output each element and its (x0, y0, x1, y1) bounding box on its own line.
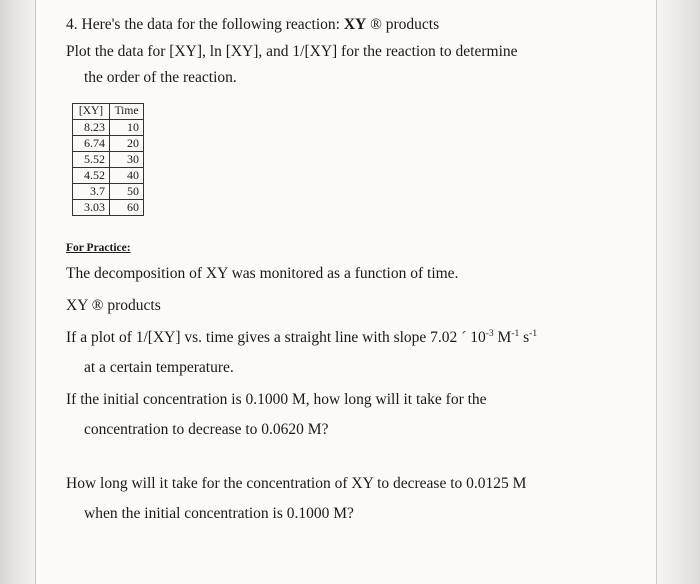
practice-slope-text: If a plot of 1/[XY] vs. time gives a straight line with slope 7.02 (66, 329, 458, 346)
question-number: 4. (66, 16, 78, 33)
practice-question-2-line-1: How long will it take for the concentration of XY to decrease to 0.0125 M (66, 475, 527, 493)
reaction-reactant: XY (343, 16, 367, 33)
reaction-arrow-icon: ® (370, 16, 382, 33)
for-practice-heading: For Practice: (66, 241, 131, 254)
cell-concentration: 3.7 (73, 183, 110, 199)
table-row (73, 119, 144, 135)
practice-temperature-text: at a certain temperature. (84, 359, 234, 377)
instruction-line-1: Plot the data for [XY], ln [XY], and 1/[XY] for the reaction to determine (66, 43, 518, 61)
cell-time: 50 (110, 183, 144, 199)
document-content (66, 14, 636, 526)
document-page (36, 0, 656, 584)
data-table-head (73, 103, 144, 119)
practice-question-2-line-2 (66, 502, 636, 526)
practice-units-molar: M (497, 329, 512, 346)
practice-slope-line (66, 326, 636, 350)
reaction-products: products (385, 16, 440, 33)
table-header-row (73, 103, 144, 119)
practice-line-1: The decomposition of XY was monitored as a function of time. (66, 264, 459, 282)
table-row (73, 151, 144, 167)
multiplication-sign-icon: ´ (461, 329, 467, 346)
cell-time: 30 (110, 151, 144, 167)
practice-reaction-arrow-icon: ® (91, 296, 104, 314)
cell-concentration: 8.23 (73, 119, 110, 135)
table-header-time: Time (110, 103, 144, 119)
page-edge-left-shadow (0, 0, 36, 584)
paragraph-spacer (66, 442, 636, 464)
practice-reaction-line (66, 294, 636, 318)
practice-question-1-line-2 (66, 418, 636, 442)
page-edge-right-line (656, 0, 657, 584)
practice-units-seconds: s (523, 329, 530, 346)
table-row (73, 135, 144, 151)
practice-reaction-products: products (107, 296, 161, 314)
practice-units-molar-exponent: -1 (511, 328, 520, 339)
page-edge-right-shadow (656, 0, 700, 584)
table-row (73, 199, 144, 215)
cell-concentration: 4.52 (73, 167, 110, 183)
cell-time: 10 (110, 119, 144, 135)
question-stem-text: Here's the data for the following reaction: (81, 16, 340, 33)
cell-concentration: 5.52 (73, 151, 110, 167)
cell-concentration: 3.03 (73, 199, 110, 215)
cell-concentration: 6.74 (73, 135, 110, 151)
data-table (72, 103, 144, 216)
cell-time: 20 (110, 135, 144, 151)
practice-slope-exponent: -3 (485, 328, 494, 339)
cell-time: 60 (110, 199, 144, 215)
practice-temperature-line (66, 356, 636, 380)
table-header-concentration: [XY] (73, 103, 110, 119)
practice-reaction-reactant: XY (66, 296, 88, 314)
practice-slope-base: 10 (470, 329, 486, 346)
practice-question-2-line-2-text: when the initial concentration is 0.1000 M? (84, 505, 354, 523)
instruction-line-2 (66, 66, 636, 89)
cell-time: 40 (110, 167, 144, 183)
practice-units-seconds-exponent: -1 (529, 328, 538, 339)
instruction-line-2-text: the order of the reaction. (84, 68, 237, 86)
question-stem (66, 14, 636, 36)
practice-question-1-line-1: If the initial concentration is 0.1000 M, how long will it take for the (66, 391, 487, 409)
data-table-body (73, 119, 144, 215)
table-row (73, 167, 144, 183)
practice-question-1-line-2-text: concentration to decrease to 0.0620 M? (84, 421, 329, 439)
table-row (73, 183, 144, 199)
